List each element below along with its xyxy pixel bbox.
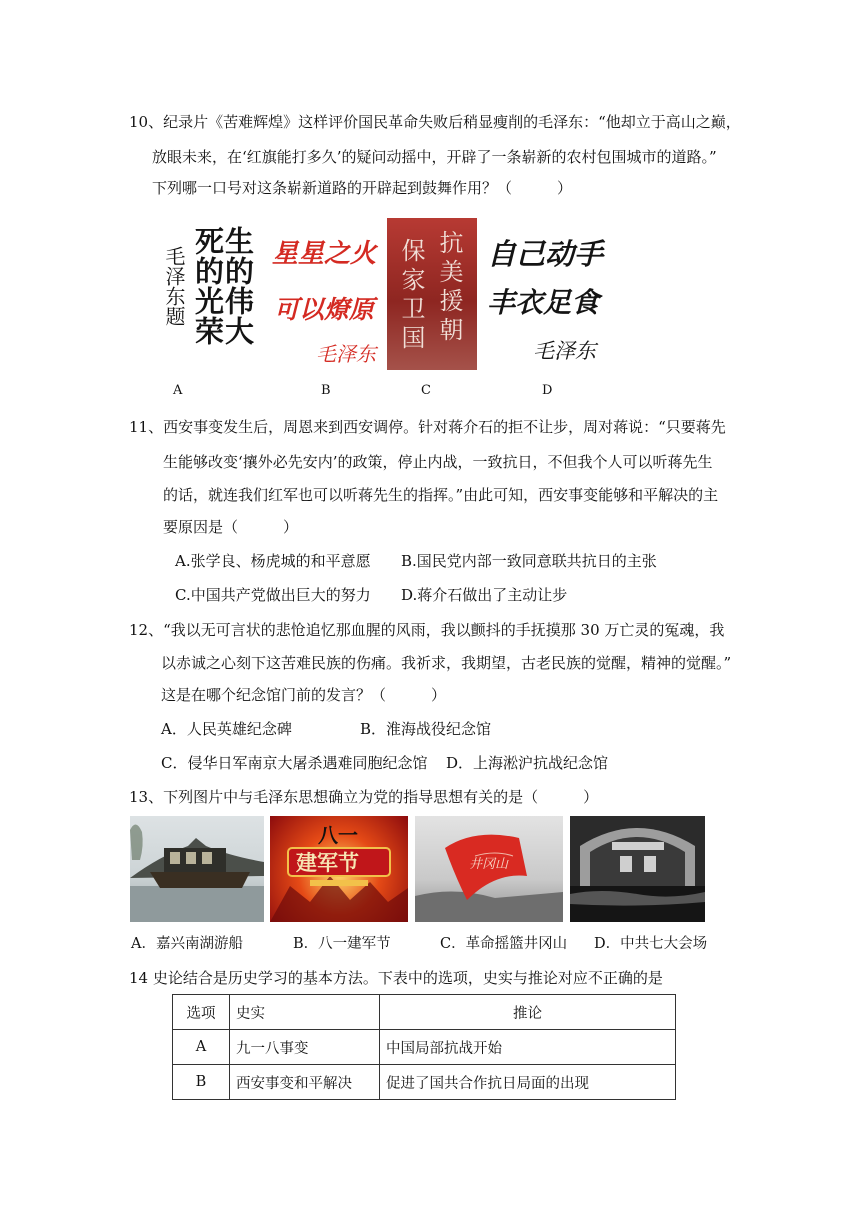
photo-jinggangshan-flag: [415, 816, 563, 922]
calligraphy-c-right: 抗美援朝: [435, 230, 463, 346]
calligraphy-b-top: 星星之火: [272, 239, 377, 269]
table-cell-option: A: [173, 1030, 230, 1065]
calligraphy-d-top: 自己动手: [487, 237, 604, 271]
q14-line-1: 14 史论结合是历史学习的基本方法。下表中的选项，史实与推论对应不正确的是: [129, 969, 663, 987]
q13-caption-b: B．八一建军节: [293, 936, 391, 952]
q13-caption-a: A．嘉兴南湖游船: [131, 936, 243, 952]
table-cell-fact: 西安事变和平解决: [230, 1065, 380, 1100]
table-header-row: [173, 995, 676, 1030]
q13-caption-c: C．革命摇篮井冈山: [440, 936, 568, 952]
q11-line-3: 的话，就连我们红军也可以听蒋先生的指挥。”由此可知，西安事变能够和平解决的主: [163, 486, 719, 504]
q10-option-label-b: B: [321, 383, 331, 398]
calligraphy-image-a: [160, 218, 265, 366]
q12-option-d: D．上海淞沪抗战纪念馆: [446, 754, 609, 772]
table-header-inference: 推论: [380, 995, 676, 1030]
calligraphy-a-main-right: 生的伟大: [221, 226, 255, 346]
q11-option-c: C.中国共产党做出巨大的努力: [175, 586, 371, 604]
q12-line-2: 以赤诚之心刻下这苦难民族的伤痛。我祈求，我期望，古老民族的觉醒，精神的觉醒。”: [161, 654, 732, 672]
table-cell-inference: 中国局部抗战开始: [380, 1030, 676, 1065]
q12-line-1: 12、“我以无可言状的悲怆追忆那血腥的风雨，我以颤抖的手抚摸那 30 万亡灵的冤魂，我: [129, 621, 725, 639]
calligraphy-c-left: 保家卫国: [397, 238, 425, 354]
table-cell-option: B: [173, 1065, 230, 1100]
q11-line-4: 要原因是（ ）: [163, 518, 299, 536]
q11-option-b: B.国民党内部一致同意联共抗日的主张: [401, 552, 657, 570]
q13-line-1: 13、下列图片中与毛泽东思想确立为党的指导思想有关的是（ ）: [129, 788, 599, 806]
q10-line-2: 放眼未来，在‘红旗能打多久’的疑问动摇中，开辟了一条崭新的农村包围城市的道路。”: [152, 148, 717, 166]
q10-option-label-a: A: [173, 383, 183, 398]
q10-option-label-d: D: [542, 383, 553, 398]
banner-top-text: 八一: [318, 823, 358, 847]
calligraphy-d-signature: 毛泽东: [533, 339, 596, 363]
q11-line-2: 生能够改变‘攘外必先安内’的政策，停止内战，一致抗日，不但我个人可以听蒋先生: [163, 453, 713, 471]
q12-option-c: C．侵华日军南京大屠杀遇难同胞纪念馆: [161, 754, 428, 772]
table-header-fact: 史实: [230, 995, 380, 1030]
q11-option-d: D.蒋介石做出了主动让步: [401, 586, 568, 604]
photo-seventh-congress: [570, 816, 705, 922]
table-row: [173, 1030, 676, 1065]
photo-jiaxing-boat: [130, 816, 264, 922]
table-row: [173, 1065, 676, 1100]
calligraphy-a-main-left: 死的光荣: [191, 226, 225, 346]
calligraphy-d-bottom: 丰衣足食: [487, 286, 600, 319]
q11-option-a: A.张学良、杨虎城的和平意愿: [175, 552, 371, 570]
flag-text: 井冈山: [469, 857, 509, 872]
calligraphy-image-d: [483, 218, 611, 368]
q10-line-3: 下列哪一口号对这条崭新道路的开辟起到鼓舞作用？（ ）: [152, 179, 573, 197]
calligraphy-image-b: [270, 218, 382, 370]
q12-line-3: 这是在哪个纪念馆门前的发言？（ ）: [161, 686, 447, 704]
q12-option-b: B．淮海战役纪念馆: [360, 720, 492, 738]
q10-line-1: 10、纪录片《苦难辉煌》这样评价国民革命失败后稍显瘦削的毛泽东：“他却立于高山之巅，: [129, 113, 741, 131]
q12-option-a: A．人民英雄纪念碑: [161, 720, 292, 738]
photo-army-day-banner: [270, 816, 408, 922]
calligraphy-b-bottom: 可以燎原: [274, 295, 375, 324]
q14-table: [172, 994, 676, 1100]
table-cell-fact: 九一八事变: [230, 1030, 380, 1065]
q11-line-1: 11、西安事变发生后，周恩来到西安调停。针对蒋介石的拒不让步，周对蒋说：“只要蒋先: [129, 418, 726, 436]
calligraphy-image-c: [387, 218, 477, 370]
banner-main-text: 建军节: [296, 851, 359, 875]
q13-caption-d: D．中共七大会场: [594, 936, 708, 952]
q10-option-label-c: C: [421, 383, 431, 398]
calligraphy-b-signature: 毛泽东: [316, 342, 376, 366]
calligraphy-a-signature: 毛泽东题: [162, 246, 186, 326]
table-header-option: 选项: [173, 995, 230, 1030]
table-cell-inference: 促进了国共合作抗日局面的出现: [380, 1065, 676, 1100]
